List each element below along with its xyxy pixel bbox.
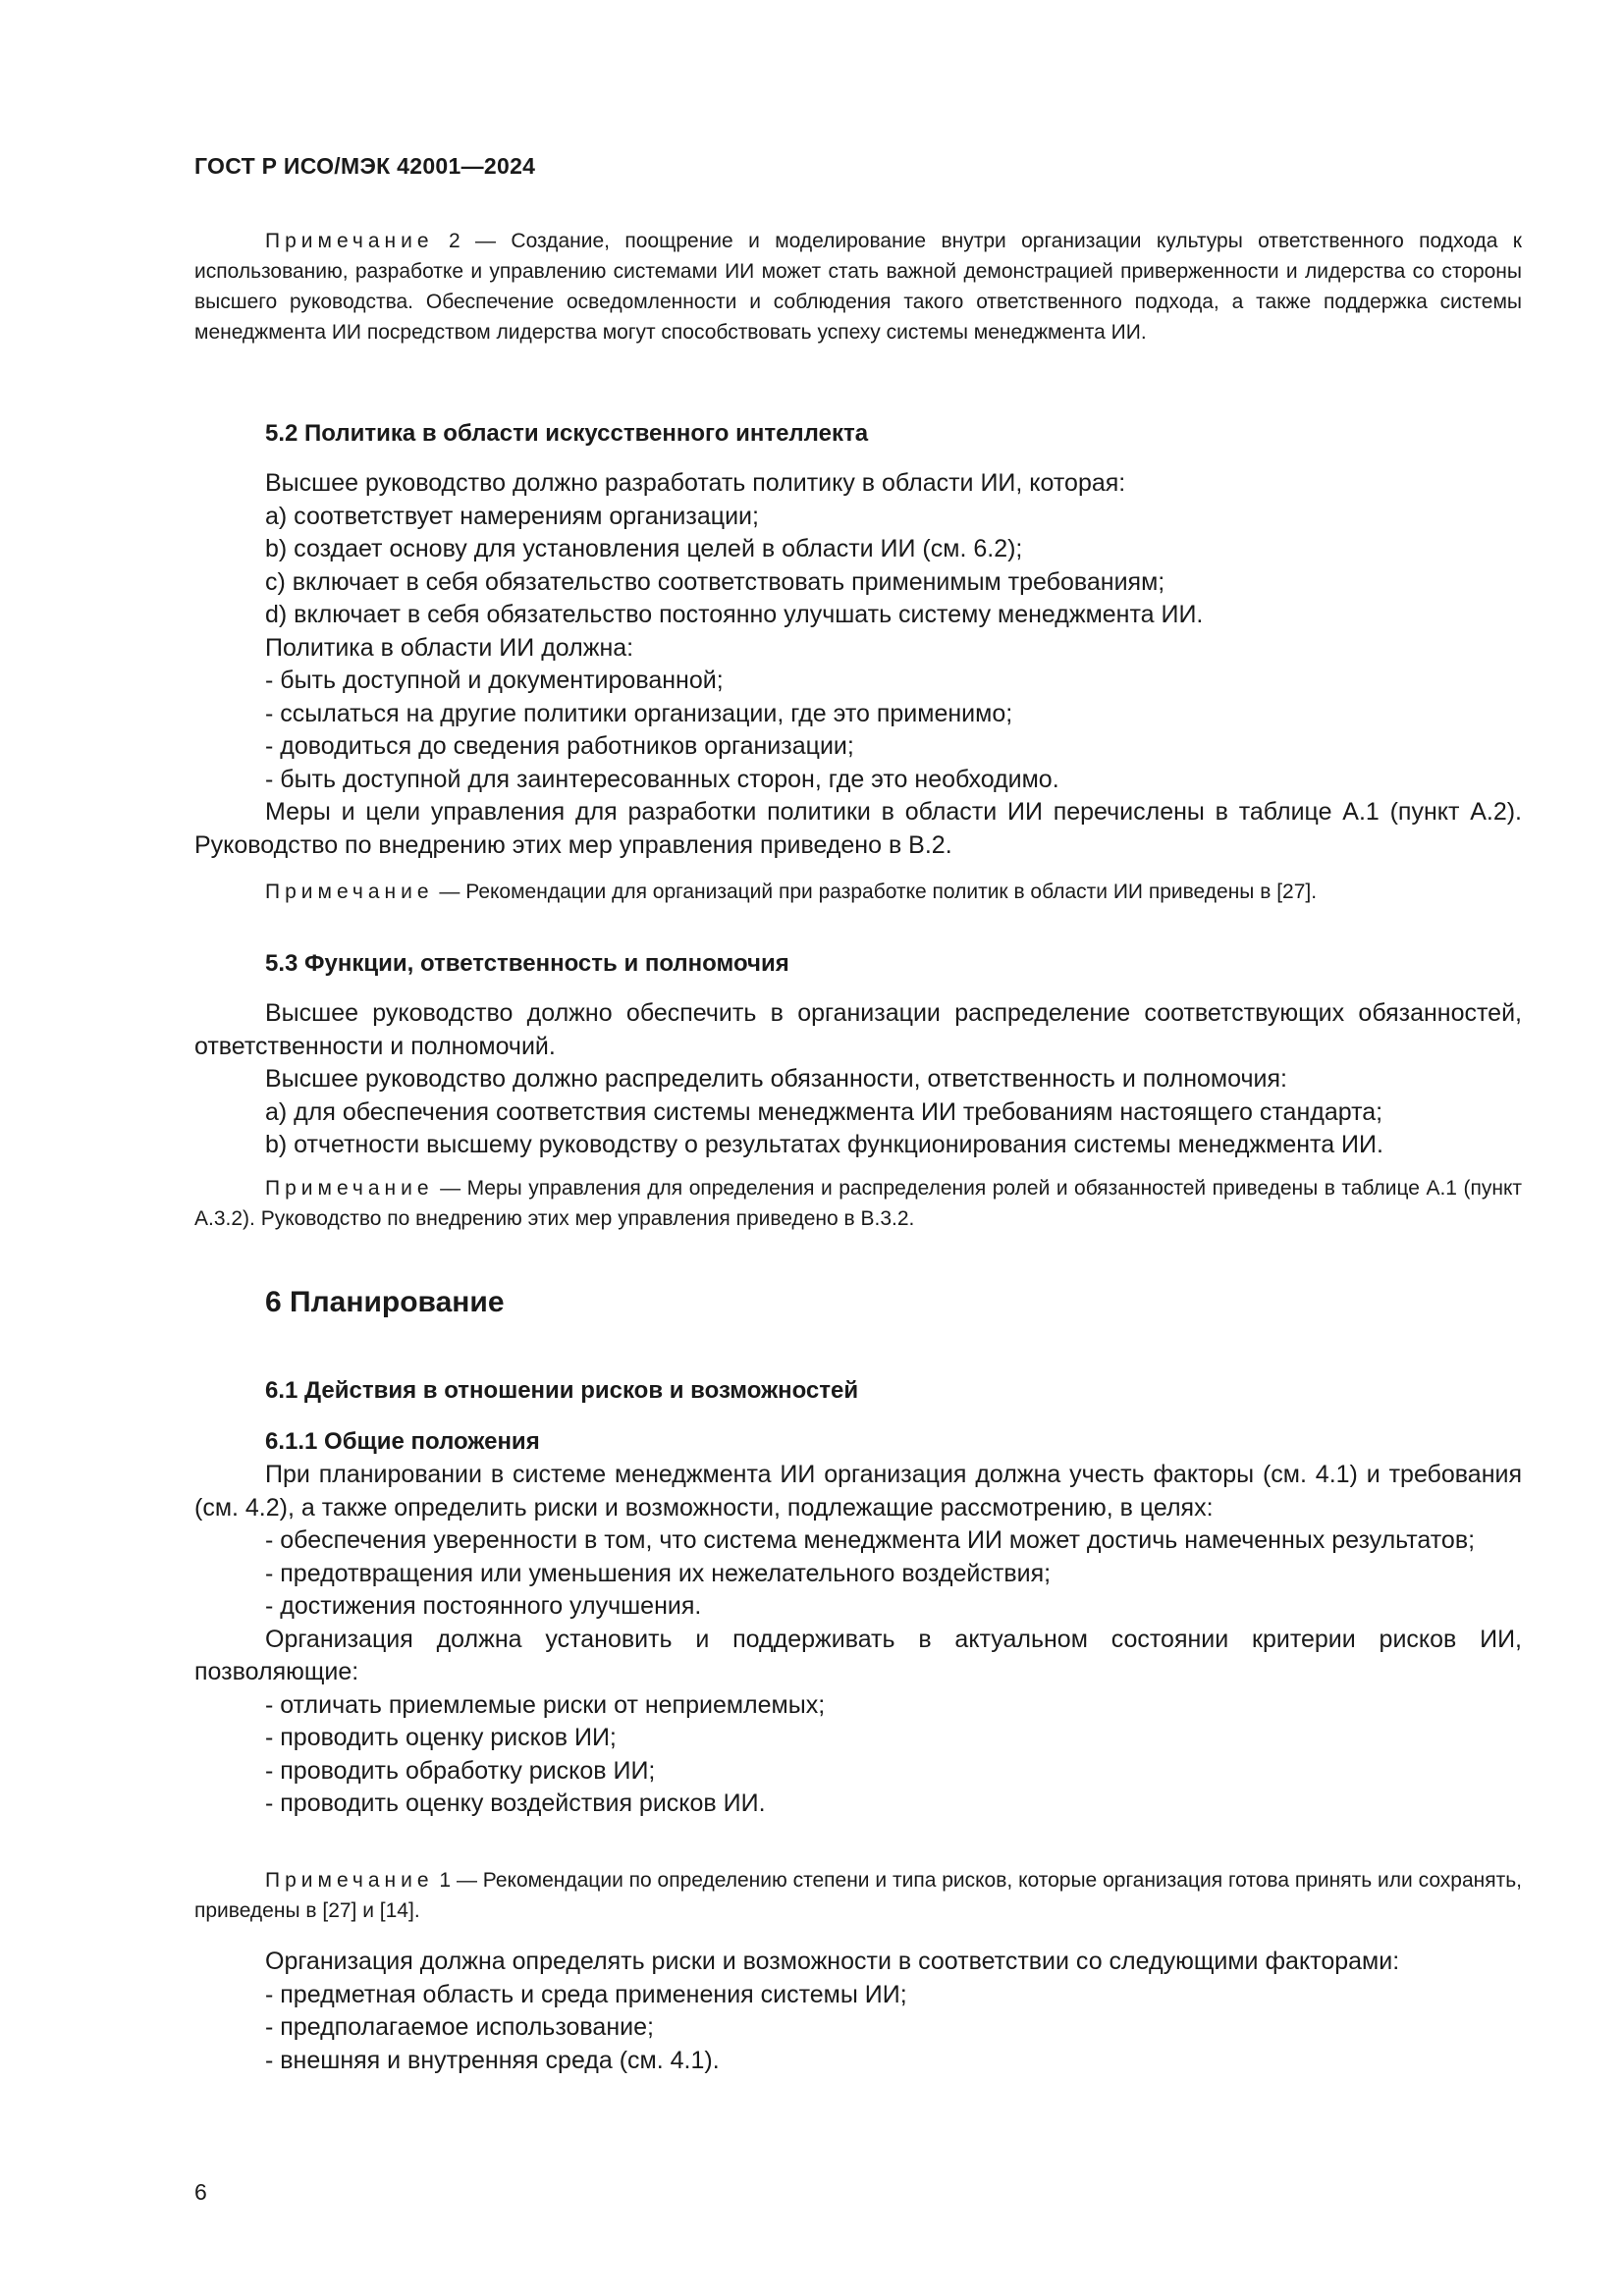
list-item: a) соответствует намерениям организации;: [265, 502, 759, 530]
paragraph: Политика в области ИИ должна:: [265, 633, 634, 662]
note-text: 1 — Рекомендации по определению степени и типа рисков, которые организация готова принять или сохранять, приведены в [27] и [14].: [194, 1869, 1522, 1922]
paragraph: Высшее руководство должно обеспечить в организации распределение соответствующих обязанностей, ответственности и полномочий.: [194, 999, 1522, 1060]
note-label: Примечание: [265, 230, 434, 252]
list-item: - быть доступной и документированной;: [265, 667, 724, 694]
note-paragraph: [194, 226, 1522, 347]
note-text: — Меры управления для определения и распределения ролей и обязанностей приведены в таблице А.1 (пункт А.3.2). Руководство по внедрению этих мер управления приведено в В.3.2.: [194, 1177, 1522, 1230]
list-item: - предполагаемое использование;: [265, 2013, 654, 2041]
paragraph: Высшее руководство должно разработать политику в области ИИ, которая:: [265, 469, 1126, 497]
list-item: - обеспечения уверенности в том, что система менеджмента ИИ может достичь намеченных результатов;: [265, 1526, 1476, 1554]
section-heading-5-3: 5.3 Функции, ответственность и полномочия: [265, 950, 789, 977]
section-6-1-1-body: [194, 1459, 1522, 1821]
list-item: - проводить оценку рисков ИИ;: [265, 1724, 617, 1751]
list-item: - предметная область и среда применения системы ИИ;: [265, 1980, 907, 2008]
list-item: - достижения постоянного улучшения.: [265, 1592, 702, 1620]
note-top: [194, 226, 1522, 347]
list-item: b) создает основу для установления целей в области ИИ (см. 6.2);: [265, 535, 1023, 562]
document-header: ГОСТ Р ИСО/МЭК 42001—2024: [194, 153, 536, 179]
list-item: - доводиться до сведения работников организации;: [265, 732, 854, 760]
page-number: 6: [194, 2179, 207, 2205]
list-item: - внешняя и внутренняя среда (см. 4.1).: [265, 2046, 720, 2074]
paragraph: Меры и цели управления для разработки политики в области ИИ перечислены в таблице А.1 (пункт А.2). Руководство по внедрению этих мер управления приведено в В.2.: [194, 798, 1522, 859]
list-item: - ссылаться на другие политики организации, где это применимо;: [265, 699, 1013, 727]
list-item: - быть доступной для заинтересованных сторон, где это необходимо.: [265, 765, 1059, 793]
note-5-2: [194, 877, 1522, 907]
note-paragraph: [194, 877, 1522, 907]
note-text: — Рекомендации для организаций при разработке политик в области ИИ приведены в [27].: [433, 881, 1318, 903]
note-label: Примечание: [265, 881, 434, 903]
note-paragraph: [194, 1173, 1522, 1234]
list-item: - предотвращения или уменьшения их нежелательного воздействия;: [265, 1559, 1052, 1587]
section-heading-6-1: 6.1 Действия в отношении рисков и возможностей: [265, 1377, 859, 1404]
section-heading-6: 6 Планирование: [265, 1286, 505, 1318]
section-6-1-1-factors: [194, 1946, 1522, 2077]
list-item: a) для обеспечения соответствия системы менеджмента ИИ требованиям настоящего стандарта;: [265, 1097, 1383, 1126]
list-item: - отличать приемлемые риски от неприемлемых;: [265, 1690, 826, 1719]
list-item: - проводить оценку воздействия рисков ИИ.: [265, 1789, 766, 1817]
paragraph: Организация должна определять риски и возможности в соответствии со следующими факторами:: [265, 1948, 1400, 1975]
list-item: - проводить обработку рисков ИИ;: [265, 1756, 656, 1785]
list-item: c) включает в себя обязательство соответствовать применимым требованиям;: [265, 567, 1165, 596]
paragraph: Высшее руководство должно распределить обязанности, ответственность и полномочия:: [265, 1065, 1287, 1093]
section-heading-6-1-1: 6.1.1 Общие положения: [265, 1428, 540, 1455]
note-label: Примечание: [265, 1177, 434, 1200]
note-6-1-1: [194, 1865, 1522, 1926]
section-5-2-body: [194, 467, 1522, 862]
paragraph: При планировании в системе менеджмента ИИ организация должна учесть факторы (см. 4.1) и требования (см. 4.2), а также определить риски и возможности, подлежащие рассмотрению, в целях:: [194, 1461, 1522, 1522]
list-item: b) отчетности высшему руководству о результатах функционирования системы менеджмента ИИ.: [265, 1131, 1383, 1158]
section-5-3-body: [194, 997, 1522, 1162]
note-text: 2 — Создание, поощрение и моделирование внутри организации культуры ответственного подхода к использованию, разработке и управлению системами ИИ может стать важной демонстрацией приверженности и лидерства со стороны высшего руководства. Обеспечение осведомленности и соблюдения такого ответственного подхода, а также поддержка системы менеджмента ИИ посредством лидерства могут способствовать успеху системы менеджмента ИИ.: [194, 230, 1522, 344]
note-paragraph: [194, 1865, 1522, 1926]
note-5-3: [194, 1173, 1522, 1234]
note-label: Примечание: [265, 1869, 434, 1892]
paragraph: Организация должна установить и поддерживать в актуальном состоянии критерии рисков ИИ, позволяющие:: [194, 1625, 1522, 1685]
section-heading-5-2: 5.2 Политика в области искусственного интеллекта: [265, 420, 869, 447]
list-item: d) включает в себя обязательство постоянно улучшать систему менеджмента ИИ.: [265, 601, 1204, 628]
